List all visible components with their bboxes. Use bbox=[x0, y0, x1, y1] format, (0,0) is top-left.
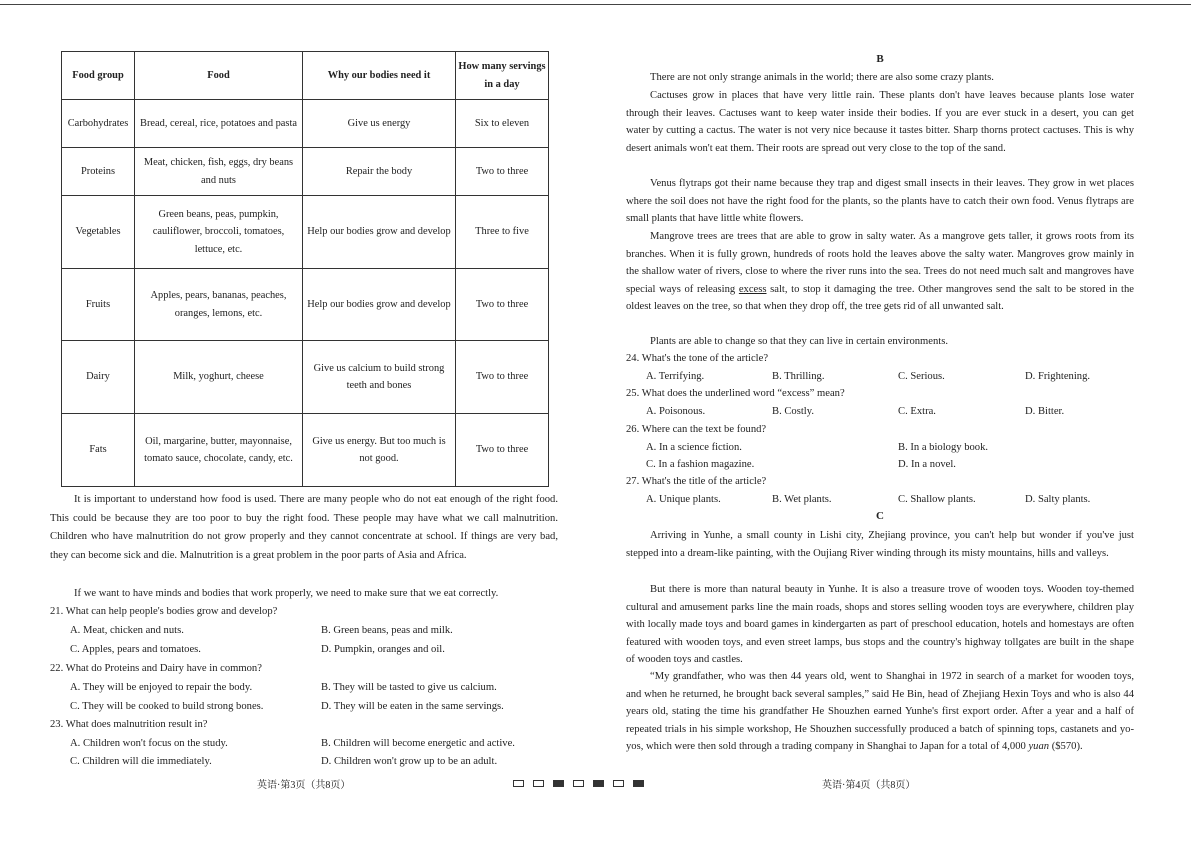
table-row bbox=[62, 414, 549, 487]
question-23: 23. What does malnutrition result in? bbox=[50, 719, 208, 730]
option-23-c[interactable]: C. Children will die immediately. bbox=[70, 756, 212, 767]
option-26-b[interactable]: B. In a biology book. bbox=[898, 442, 989, 453]
underlined-word: excess bbox=[738, 283, 767, 295]
paragraph-text: “My grandfather, who was then 44 years old, went to Shanghai in 1972 in search of a market for wooden toys, and when he returned, he brought back several samples,” said He Bin, head of Zhejiang Hexin Toys and who is also 44 years old, stating the time his grandfather He Shouzhen earned Yunhe's first export order. After a year and a half of repeated trials in his simple workshop, He Shouzhen successfully produced a batch of spinning tops, castanets and yo-yos, which were then sold through a trading company in Shanghai to Japan for a total of 4,000 bbox=[626, 671, 1134, 752]
marker-box bbox=[533, 780, 544, 787]
paragraph-text: Cactuses grow in places that have very little rain. These plants don't have leaves because plants lose water through their leaves. Cactuses want to keep water inside their bodies. If you are ever stuck in a desert, you can get water by cutting a cactus. The water is not very nice because it tastes bitter. Sharp thorns protect cactuses. This is why desert animals won't eat them. Their roots are spread out very close to the top of the sand. bbox=[626, 90, 1134, 154]
paragraph-text: ($570). bbox=[1049, 741, 1083, 752]
option-26-a[interactable]: A. In a science fiction. bbox=[646, 442, 742, 453]
header-food-group: Food group bbox=[62, 52, 135, 100]
paragraph-text: It is important to understand how food is used. There are many people who do not eat enough of the right food. This could be because they are too poor to buy the right food. These people may have what we call malnutrition. Children who have malnutrition do not grow properly and they cannot concentrate at school. If things are very bad, they can become sick and die. Malnutrition is a great problem in the poor parts of Asia and Africa. bbox=[50, 494, 558, 561]
section-c-heading: C bbox=[876, 510, 884, 522]
passage-paragraph bbox=[626, 228, 1134, 316]
option-25-a[interactable]: A. Poisonous. bbox=[646, 406, 706, 417]
option-27-c[interactable]: C. Shallow plants. bbox=[898, 494, 976, 505]
option-27-d[interactable]: D. Salty plants. bbox=[1025, 494, 1091, 505]
question-22: 22. What do Proteins and Dairy have in common? bbox=[50, 663, 262, 674]
cell-why: Repair the body bbox=[303, 148, 456, 196]
option-27-a[interactable]: A. Unique plants. bbox=[646, 494, 721, 505]
marker-box bbox=[553, 780, 564, 787]
header-food: Food bbox=[135, 52, 303, 100]
option-21-a[interactable]: A. Meat, chicken and nuts. bbox=[70, 625, 184, 636]
option-21-b[interactable]: B. Green beans, peas and milk. bbox=[321, 625, 453, 636]
food-group-table bbox=[61, 51, 549, 487]
question-26: 26. Where can the text be found? bbox=[626, 424, 767, 435]
header-why: Why our bodies need it bbox=[303, 52, 456, 100]
question-21: 21. What can help people's bodies grow and develop? bbox=[50, 606, 278, 617]
cell-food: Oil, margarine, butter, mayonnaise, tomato sauce, chocolate, candy, etc. bbox=[135, 414, 303, 487]
cell-food: Bread, cereal, rice, potatoes and pasta bbox=[135, 100, 303, 148]
paragraph-text: Plants are able to change so that they can live in certain environments. bbox=[650, 336, 948, 347]
cell-why: Help our bodies grow and develop bbox=[303, 269, 456, 341]
cell-servings: Three to five bbox=[456, 196, 549, 269]
paragraph-text: But there is more than natural beauty in Yunhe. It is also a treasure trove of wooden toys. Wooden toy-themed cultural and amusement parks line the main roads, shops and stores selling wooden toys are everywhere, children play with locally made toys and board games in kindergarten as part of preschool education, hotels and homestays are often featured with wooden toys, and even street lamps, bus stops and the country's highway tollgates are built in the shape of wooden toys and castles. bbox=[626, 584, 1134, 665]
option-23-a[interactable]: A. Children won't focus on the study. bbox=[70, 738, 228, 749]
cell-group: Proteins bbox=[62, 148, 135, 196]
option-23-d[interactable]: D. Children won't grow up to be an adult. bbox=[321, 756, 498, 767]
table-row bbox=[62, 148, 549, 196]
cell-why: Give us energy bbox=[303, 100, 456, 148]
marker-box bbox=[573, 780, 584, 787]
table-row bbox=[62, 196, 549, 269]
passage-paragraph bbox=[626, 69, 1134, 87]
option-25-d[interactable]: D. Bitter. bbox=[1025, 406, 1065, 417]
option-22-a[interactable]: A. They will be enjoyed to repair the body. bbox=[70, 682, 253, 693]
paragraph-text: Mangrove trees are trees that are able to grow in salty water. As a mangrove gets taller, it grows roots from its branches. When it is fully grown, hundreds of roots hold the leaves above the salty water. Mangroves grow mainly in the shallow water of rivers, close to where the river runs into the sea. Trees do not need much salt and mangroves have special ways of releasing bbox=[626, 231, 1134, 295]
cell-food: Milk, yoghurt, cheese bbox=[135, 341, 303, 414]
passage-paragraph bbox=[626, 668, 1134, 756]
option-22-d[interactable]: D. They will be eaten in the same servings. bbox=[321, 701, 504, 712]
option-25-b[interactable]: B. Costly. bbox=[772, 406, 814, 417]
passage-paragraph bbox=[50, 491, 558, 565]
page-marker-boxes bbox=[513, 780, 644, 787]
page-3 bbox=[50, 0, 558, 842]
cell-why: Give us energy. But too much is not good. bbox=[303, 414, 456, 487]
cell-servings: Two to three bbox=[456, 341, 549, 414]
question-24: 24. What's the tone of the article? bbox=[626, 353, 769, 364]
question-27: 27. What's the title of the article? bbox=[626, 476, 767, 487]
cell-why: Help our bodies grow and develop bbox=[303, 196, 456, 269]
cell-group: Fruits bbox=[62, 269, 135, 341]
table-row bbox=[62, 100, 549, 148]
option-24-c[interactable]: C. Serious. bbox=[898, 371, 945, 382]
paragraph-text: salt, to stop it damaging the tree. Other mangroves send the salt to be stored in the oldest leaves on the tree, so that when they drop off, the tree gets rid of all unwanted salt. bbox=[626, 283, 1134, 312]
cell-group: Carbohydrates bbox=[62, 100, 135, 148]
table-header-row bbox=[62, 52, 549, 100]
header-servings: How many servings in a day bbox=[456, 52, 549, 100]
paragraph-text: If we want to have minds and bodies that work properly, we need to make sure that we eat correctly. bbox=[74, 588, 499, 599]
option-21-d[interactable]: D. Pumpkin, oranges and oil. bbox=[321, 644, 445, 655]
paragraph-text: There are not only strange animals in the world; there are also some crazy plants. bbox=[650, 72, 994, 83]
page-4 bbox=[626, 0, 1134, 842]
marker-box bbox=[593, 780, 604, 787]
section-b-heading: B bbox=[876, 53, 884, 65]
question-25: 25. What does the underlined word “excess” mean? bbox=[626, 388, 845, 399]
option-27-b[interactable]: B. Wet plants. bbox=[772, 494, 832, 505]
paragraph-text: Venus flytraps got their name because they trap and digest small insects in their leaves. They grow in wet places where the soil does not have the right food for the plants, so the plants have to catch their own food. Venus flytraps are small plants that have little white flowers. bbox=[626, 178, 1134, 224]
cell-food: Green beans, peas, pumpkin, cauliflower, broccoli, tomatoes, lettuce, etc. bbox=[135, 196, 303, 269]
cell-food: Apples, pears, bananas, peaches, oranges, lemons, etc. bbox=[135, 269, 303, 341]
option-26-d[interactable]: D. In a novel. bbox=[898, 459, 956, 470]
italic-word: yuan bbox=[1028, 741, 1050, 752]
passage-paragraph bbox=[50, 585, 558, 604]
cell-group: Vegetables bbox=[62, 196, 135, 269]
marker-box bbox=[513, 780, 524, 787]
cell-servings: Two to three bbox=[456, 269, 549, 341]
marker-box bbox=[613, 780, 624, 787]
cell-food: Meat, chicken, fish, eggs, dry beans and nuts bbox=[135, 148, 303, 196]
passage-paragraph bbox=[626, 87, 1134, 157]
cell-why: Give us calcium to build strong teeth and bones bbox=[303, 341, 456, 414]
page-footer: 英语·第3页（共8页） bbox=[257, 780, 351, 791]
passage-paragraph bbox=[626, 527, 1134, 562]
option-25-c[interactable]: C. Extra. bbox=[898, 406, 936, 417]
option-23-b[interactable]: B. Children will become energetic and active. bbox=[321, 738, 515, 749]
cell-servings: Six to eleven bbox=[456, 100, 549, 148]
table-row bbox=[62, 341, 549, 414]
option-24-a[interactable]: A. Terrifying. bbox=[646, 371, 705, 382]
option-21-c[interactable]: C. Apples, pears and tomatoes. bbox=[70, 644, 201, 655]
table-row bbox=[62, 269, 549, 341]
passage-paragraph bbox=[626, 581, 1134, 669]
option-24-b[interactable]: B. Thrilling. bbox=[772, 371, 825, 382]
cell-servings: Two to three bbox=[456, 148, 549, 196]
passage-paragraph bbox=[626, 175, 1134, 228]
paragraph-text: Arriving in Yunhe, a small county in Lishi city, Zhejiang province, you can't help but wonder if you've just stepped into a dream-like painting, with the Oujiang River winding through its misty mountains, hills and valleys. bbox=[626, 530, 1134, 559]
option-22-b[interactable]: B. They will be tasted to give us calcium. bbox=[321, 682, 497, 693]
passage-paragraph bbox=[626, 333, 1134, 351]
cell-group: Dairy bbox=[62, 341, 135, 414]
option-26-c[interactable]: C. In a fashion magazine. bbox=[646, 459, 755, 470]
cell-group: Fats bbox=[62, 414, 135, 487]
option-24-d[interactable]: D. Frightening. bbox=[1025, 371, 1091, 382]
option-22-c[interactable]: C. They will be cooked to build strong bones. bbox=[70, 701, 264, 712]
page-footer: 英语·第4页（共8页） bbox=[822, 780, 916, 791]
cell-servings: Two to three bbox=[456, 414, 549, 487]
